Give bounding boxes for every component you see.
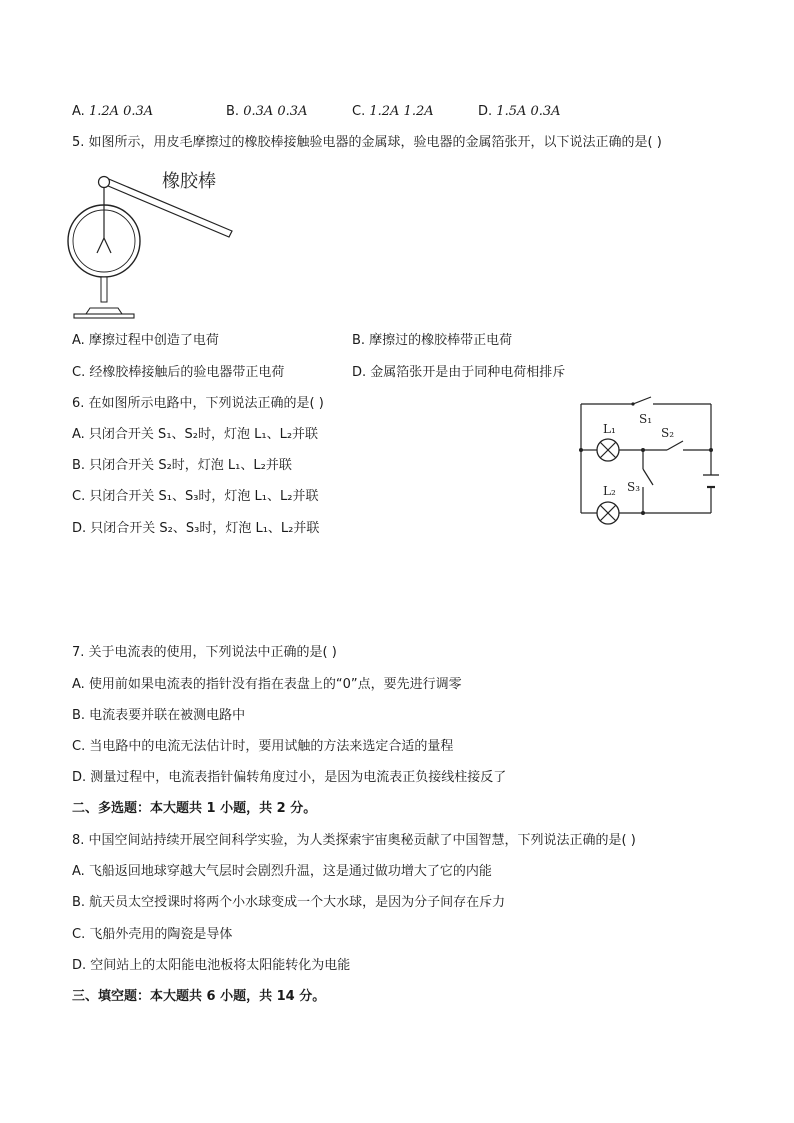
q5-option-a: A. 摩擦过程中创造了电荷 <box>72 333 219 348</box>
l1-label: L₁ <box>603 422 616 436</box>
q5-option-d: D. 金属箔张开是由于同种电荷相排斥 <box>352 365 566 380</box>
q4-option-b: B. 0.3A 0.3A <box>226 104 308 119</box>
q8-stem: 8. 中国空间站持续开展空间科学实验，为人类探索宇宙奥秘贡献了中国智慧，下列说法正确的是( ) <box>72 833 636 848</box>
section-fill-blank-heading: 三、填空题：本大题共 6 小题，共 14 分。 <box>72 989 326 1004</box>
s2-label: S₂ <box>661 426 675 440</box>
q5-option-b: B. 摩擦过的橡胶棒带正电荷 <box>352 333 513 348</box>
l2-label: L₂ <box>603 484 616 498</box>
q8-option-d: D. 空间站上的太阳能电池板将太阳能转化为电能 <box>72 958 351 973</box>
q8-option-c: C. 飞船外壳用的陶瓷是导体 <box>72 927 233 942</box>
q7-option-a: A. 使用前如果电流表的指针没有指在表盘上的“0”点，要先进行调零 <box>72 677 462 692</box>
q8-option-a: A. 飞船返回地球穿越大气层时会剧烈升温，这是通过做功增大了它的内能 <box>72 864 492 879</box>
q6-option-b: B. 只闭合开关 S₂时，灯泡 L₁、L₂并联 <box>72 458 292 473</box>
q4-option-d: D. 1.5A 0.3A <box>478 104 561 119</box>
q7-option-d: D. 测量过程中，电流表指针偏转角度过小，是因为电流表正负接线柱接反了 <box>72 770 507 785</box>
q6-option-d: D. 只闭合开关 S₂、S₃时，灯泡 L₁、L₂并联 <box>72 521 320 536</box>
q6-stem: 6. 在如图所示电路中，下列说法正确的是( ) <box>72 396 324 411</box>
electroscope-figure <box>70 165 240 320</box>
rubber-rod-label: 橡胶棒 <box>162 171 216 192</box>
q4-option-a: A. 1.2A 0.3A <box>72 104 154 119</box>
s1-label: S₁ <box>639 412 653 426</box>
s3-label: S₃ <box>627 480 641 494</box>
circuit-diagram <box>575 395 720 520</box>
q6-option-c: C. 只闭合开关 S₁、S₃时，灯泡 L₁、L₂并联 <box>72 489 319 504</box>
q8-option-b: B. 航天员太空授课时将两个小水球变成一个大水球，是因为分子间存在斥力 <box>72 895 506 910</box>
q5-stem: 5. 如图所示，用皮毛摩擦过的橡胶棒接触验电器的金属球，验电器的金属箔张开，以下说法正确的是( ) <box>72 135 662 150</box>
q4-option-c: C. 1.2A 1.2A <box>352 104 434 119</box>
q7-option-c: C. 当电路中的电流无法估计时，要用试触的方法来选定合适的量程 <box>72 739 454 754</box>
section-multiple-choice-heading: 二、多选题：本大题共 1 小题，共 2 分。 <box>72 801 317 816</box>
q6-option-a: A. 只闭合开关 S₁、S₂时，灯泡 L₁、L₂并联 <box>72 427 319 442</box>
q5-option-c: C. 经橡胶棒接触后的验电器带正电荷 <box>72 365 285 380</box>
q7-stem: 7. 关于电流表的使用，下列说法中正确的是( ) <box>72 645 337 660</box>
q7-option-b: B. 电流表要并联在被测电路中 <box>72 708 246 723</box>
